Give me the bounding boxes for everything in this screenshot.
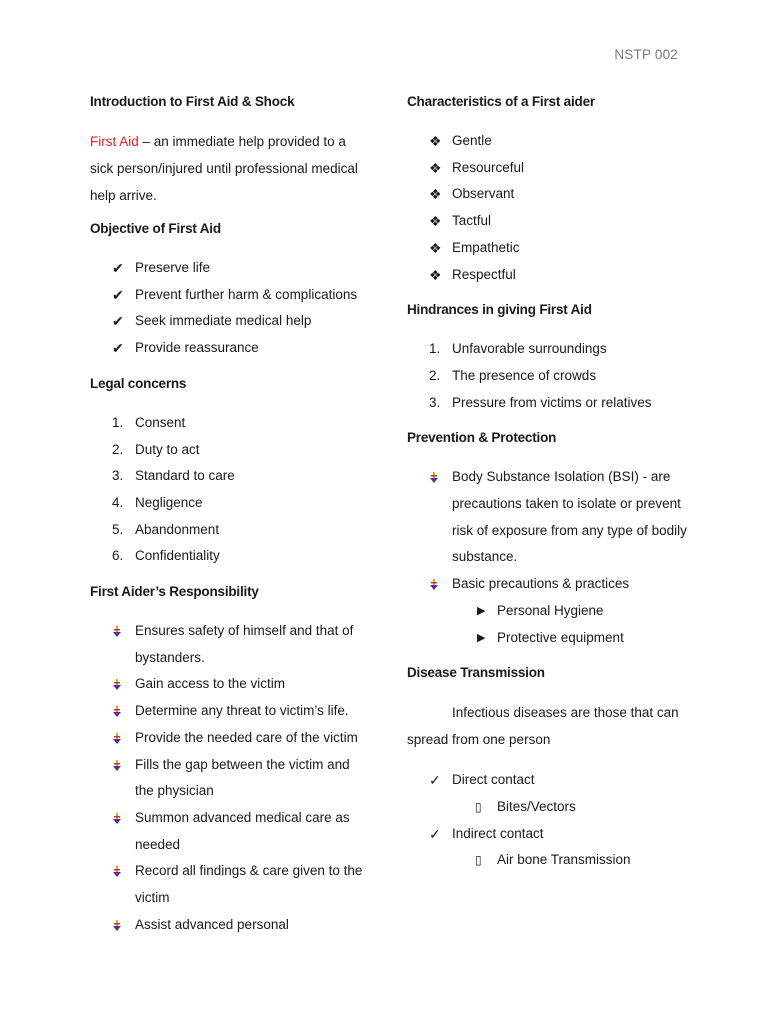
- multicolor-down-arrow-bullet-icon: [429, 571, 449, 598]
- list-item-text: Prevent further harm & complications: [135, 286, 358, 302]
- four-diamond-bullet-icon: ❖: [429, 186, 442, 203]
- right-triangle-bullet-icon: ▶: [477, 604, 486, 617]
- list-item-text: Empathetic: [452, 239, 520, 255]
- list-item: [90, 725, 370, 752]
- multicolor-down-arrow-bullet-icon: [112, 698, 132, 725]
- list-item: [407, 363, 687, 390]
- direct-sublist: [407, 794, 687, 821]
- list-number: 3.: [429, 394, 441, 410]
- list-item-text: Resourceful: [452, 159, 525, 175]
- list-item-text: Record all findings & care given to the victim: [135, 863, 363, 906]
- list-item: [90, 463, 370, 490]
- check-icon: ✔: [112, 313, 124, 330]
- transmission-list: [407, 767, 687, 794]
- multicolor-down-arrow-bullet-icon: [112, 752, 132, 779]
- responsibility-list: [90, 618, 370, 938]
- four-diamond-bullet-icon: ❖: [429, 159, 442, 176]
- list-item-text: Duty to act: [135, 441, 200, 457]
- list-item: [407, 181, 687, 208]
- list-item-text: Tactful: [452, 213, 492, 229]
- section-title-responsibility: First Aider’s Responsibility: [90, 584, 259, 600]
- list-item-text: Air bone Transmission: [497, 852, 631, 868]
- list-item-text: Protective equipment: [497, 629, 624, 645]
- list-item: [90, 517, 370, 544]
- list-item-text: Seek immediate medical help: [135, 313, 312, 329]
- list-item: [407, 208, 687, 235]
- list-item: [90, 752, 370, 805]
- list-item-text: Confidentiality: [135, 548, 220, 564]
- first-aid-definition: [90, 128, 370, 209]
- list-item-text: Indirect contact: [452, 825, 544, 841]
- list-number: 4.: [112, 494, 124, 510]
- list-item-text: Provide the needed care of the victim: [135, 729, 358, 745]
- section-title-intro: Introduction to First Aid & Shock: [90, 94, 295, 109]
- list-item: [407, 625, 687, 652]
- list-item: [90, 282, 370, 309]
- list-item: [407, 464, 687, 571]
- prevention-list: [407, 464, 687, 598]
- list-item: [90, 255, 370, 282]
- list-item: [407, 767, 687, 794]
- list-item-text: Consent: [135, 414, 186, 430]
- first-aid-definition-text: – an immediate help provided to a sick person/injured until professional medical help arrive.: [90, 134, 358, 203]
- list-item-text: Direct contact: [452, 772, 535, 788]
- list-item-text: Gain access to the victim: [135, 676, 286, 692]
- list-item-text: Gentle: [452, 133, 492, 148]
- four-diamond-bullet-icon: ❖: [429, 266, 442, 283]
- list-item-text: Fills the gap between the victim and the physician: [135, 756, 350, 799]
- section-title-hindrances: Hindrances in giving First Aid: [407, 302, 592, 318]
- list-item-text: Standard to care: [135, 468, 235, 484]
- disease-paragraph: Infectious diseases are those that can spread from one person: [407, 705, 679, 748]
- right-triangle-bullet-icon: ▶: [477, 631, 486, 644]
- multicolor-down-arrow-bullet-icon: [112, 725, 132, 752]
- check-icon: ✓: [429, 825, 441, 842]
- section-title-disease: Disease Transmission: [407, 665, 545, 681]
- list-item-text: Pressure from victims or relatives: [452, 394, 652, 410]
- list-item: [407, 794, 687, 821]
- list-item: [90, 858, 370, 911]
- check-icon: ✔: [112, 260, 124, 276]
- list-item-text: Ensures safety of himself and that of bystanders.: [135, 623, 354, 665]
- list-item-text: Preserve life: [135, 260, 211, 275]
- list-number: 2.: [112, 441, 124, 457]
- hindrances-list: [407, 336, 687, 416]
- section-title-legal: Legal concerns: [90, 375, 187, 391]
- multicolor-down-arrow-bullet-icon: [112, 858, 132, 885]
- right-column: [407, 92, 687, 886]
- list-number: 5.: [112, 521, 124, 537]
- list-item-text: Abandonment: [135, 521, 220, 537]
- list-item-text: Body Substance Isolation (BSI) - are precautions taken to isolate or prevent risk of exposure from any type of bodily substance.: [452, 469, 687, 565]
- list-item-text: Determine any threat to victim’s life.: [135, 703, 349, 719]
- list-item-text: Respectful: [452, 266, 516, 282]
- list-item: [407, 262, 687, 289]
- multicolor-down-arrow-bullet-icon: [112, 671, 132, 698]
- missing-glyph-box-icon: ▯: [475, 853, 482, 868]
- transmission-list-2: [407, 821, 687, 848]
- list-item-text: Bites/Vectors: [497, 798, 576, 814]
- list-item: [90, 698, 370, 725]
- list-item: [90, 308, 370, 335]
- list-item-text: Negligence: [135, 494, 203, 510]
- legal-list: [90, 410, 370, 570]
- list-item-text: Personal Hygiene: [497, 602, 604, 618]
- multicolor-down-arrow-bullet-icon: [429, 464, 449, 491]
- list-item-text: Unfavorable surroundings: [452, 341, 607, 357]
- list-item: [90, 543, 370, 570]
- list-item: [407, 847, 687, 874]
- list-item: [90, 410, 370, 437]
- list-number: 1.: [429, 341, 441, 357]
- list-item-text: Summon advanced medical care as needed: [135, 809, 350, 852]
- section-title-objective: Objective of First Aid: [90, 221, 221, 236]
- list-item: [407, 821, 687, 848]
- list-item: [407, 155, 687, 182]
- multicolor-down-arrow-bullet-icon: [112, 618, 132, 645]
- list-item: [407, 336, 687, 363]
- check-icon: ✔: [112, 340, 124, 357]
- check-icon: ✓: [429, 772, 441, 789]
- list-number: 3.: [112, 468, 124, 484]
- list-item: [407, 598, 687, 625]
- list-item: [90, 671, 370, 698]
- list-item-text: Assist advanced personal: [135, 916, 289, 932]
- indirect-sublist: [407, 847, 687, 874]
- list-item-text: Basic precautions & practices: [452, 576, 630, 592]
- list-item: [90, 490, 370, 517]
- precautions-sublist: [407, 598, 687, 651]
- list-item: [90, 437, 370, 464]
- section-title-characteristics: Characteristics of a First aider: [407, 94, 595, 109]
- list-item: [407, 235, 687, 262]
- list-item-text: Observant: [452, 186, 515, 202]
- list-item: [407, 571, 687, 598]
- list-item: [90, 912, 370, 939]
- characteristics-list: [407, 128, 687, 288]
- list-item-text: Provide reassurance: [135, 340, 259, 356]
- left-column: [90, 92, 370, 950]
- list-number: 1.: [112, 414, 124, 430]
- section-title-prevention: Prevention & Protection: [407, 430, 557, 446]
- multicolor-down-arrow-bullet-icon: [112, 912, 132, 939]
- list-item: [407, 390, 687, 417]
- four-diamond-bullet-icon: ❖: [429, 239, 442, 256]
- list-item: [90, 805, 370, 858]
- check-icon: ✔: [112, 286, 124, 303]
- multicolor-down-arrow-bullet-icon: [112, 805, 132, 832]
- list-item: [407, 128, 687, 155]
- four-diamond-bullet-icon: ❖: [429, 133, 442, 149]
- list-item: [90, 335, 370, 362]
- list-number: 6.: [112, 548, 124, 564]
- missing-glyph-box-icon: ▯: [475, 799, 482, 814]
- list-item: [90, 618, 370, 671]
- four-diamond-bullet-icon: ❖: [429, 213, 442, 230]
- objective-list: [90, 255, 370, 362]
- first-aid-term: First Aid: [90, 134, 139, 149]
- list-number: 2.: [429, 367, 441, 383]
- list-item-text: The presence of crowds: [452, 367, 597, 383]
- page-header-code: NSTP 002: [614, 47, 678, 62]
